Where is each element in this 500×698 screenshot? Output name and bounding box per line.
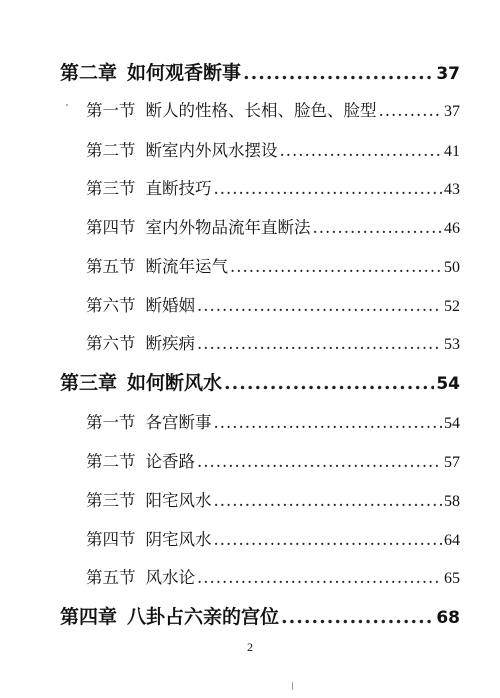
leader-dots [313, 218, 443, 237]
leader-dots [214, 179, 443, 198]
section-number: 第一节 [86, 101, 136, 120]
toc-chapter-3[interactable] [60, 368, 460, 395]
section-number: 第二节 [86, 141, 136, 160]
chapter-label: 第四章 八卦占六亲的宫位 [60, 606, 280, 628]
section-number: 第三节 [86, 491, 136, 510]
chapter-page-number: 68 [436, 608, 460, 628]
section-number: 第二节 [86, 452, 136, 471]
leader-dots [230, 257, 442, 276]
section-title: 阳宅风水 [145, 491, 212, 510]
leader-dots [214, 491, 443, 510]
section-title: 阴宅风水 [145, 530, 212, 549]
section-page-number: 50 [444, 259, 460, 276]
section-page-number: 65 [444, 570, 460, 587]
section-page-number: 46 [444, 220, 460, 237]
toc-section[interactable] [86, 137, 460, 161]
section-page-number: 64 [444, 532, 460, 549]
chapter-page-number: 37 [436, 64, 460, 84]
footer-page-number: 2 [247, 640, 253, 654]
section-title: 断人的性格、长相、脸色、脸型 [145, 101, 377, 120]
section-number: 第六节 [86, 296, 136, 315]
toc-section[interactable] [86, 214, 460, 238]
leader-dots [197, 452, 442, 471]
leader-dots [281, 606, 434, 628]
section-number: 第一节 [86, 413, 136, 432]
toc-section[interactable] [86, 526, 460, 550]
section-title: 风水论 [145, 568, 195, 587]
section-number: 第四节 [86, 530, 136, 549]
toc-chapter-2[interactable] [60, 58, 460, 85]
scan-speck [292, 682, 293, 690]
section-title: 各宫断事 [145, 413, 212, 432]
section-number: 第六节 [86, 334, 136, 353]
section-page-number: 43 [444, 181, 460, 198]
chapter-label: 第二章 如何观香断事 [60, 62, 242, 84]
toc-section[interactable] [86, 253, 460, 277]
toc-section[interactable] [86, 409, 460, 433]
section-title: 论香路 [145, 452, 195, 471]
section-number: 第三节 [86, 179, 136, 198]
section-page-number: 41 [444, 143, 460, 160]
toc-section[interactable] [86, 330, 460, 354]
section-title: 断婚姻 [145, 296, 195, 315]
section-number: 第五节 [86, 257, 136, 276]
scan-speck [66, 104, 68, 106]
section-page-number: 53 [444, 336, 460, 353]
section-number: 第五节 [86, 568, 136, 587]
toc-section[interactable] [86, 564, 460, 588]
toc-section[interactable] [86, 97, 460, 121]
leader-dots [214, 413, 443, 432]
leader-dots [243, 62, 434, 84]
leader-dots [197, 568, 442, 587]
toc-section[interactable] [86, 175, 460, 199]
leader-dots [214, 530, 443, 549]
section-page-number: 54 [444, 415, 460, 432]
leader-dots [379, 101, 443, 120]
section-title: 直断技巧 [145, 179, 212, 198]
section-page-number: 37 [444, 103, 460, 120]
leader-dots [197, 334, 442, 353]
section-number: 第四节 [86, 218, 136, 237]
section-title: 断流年运气 [145, 257, 228, 276]
toc-section[interactable] [86, 448, 460, 472]
section-page-number: 58 [444, 493, 460, 510]
chapter-label: 第三章 如何断风水 [60, 372, 223, 394]
section-title: 室内外物品流年直断法 [145, 218, 311, 237]
toc-section[interactable] [86, 292, 460, 316]
section-page-number: 57 [444, 454, 460, 471]
chapter-page-number: 54 [436, 374, 460, 394]
section-title: 断室内外风水摆设 [145, 141, 278, 160]
leader-dots [224, 372, 434, 394]
section-page-number: 52 [444, 298, 460, 315]
leader-dots [197, 296, 442, 315]
leader-dots [280, 141, 443, 160]
toc-section[interactable] [86, 487, 460, 511]
section-title: 断疾病 [145, 334, 195, 353]
toc-chapter-4[interactable] [60, 602, 460, 629]
